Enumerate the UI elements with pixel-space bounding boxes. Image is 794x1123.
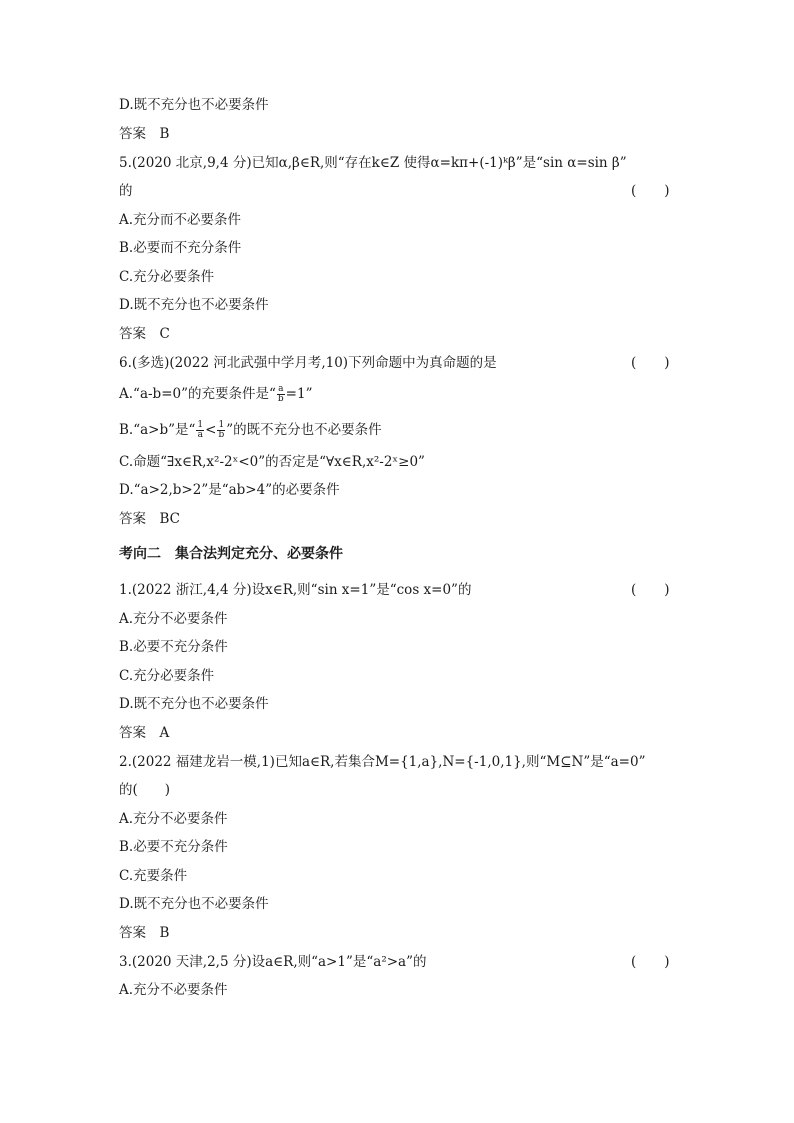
fraction-numerator: 1 [218,420,225,430]
question-5-stem: 5.(2020 北京,9,4 分)已知α,β∈R,则“存在k∈Z 使得α=kπ+(-1)ᵏβ”是“sin α=sin β” [119,155,627,171]
option-a-text: A.“a-b=0”的充要条件是“ [119,386,276,402]
question-6-stem: 6.(多选)(2022 河北武强中学月考,10)下列命题中为真命题的是 [119,355,497,371]
answer-line: 答案 C [119,326,170,342]
option-d: D.既不充分也不必要条件 [119,97,269,113]
option-a-text-end: =1” [285,386,313,402]
option-b: B.必要不充分条件 [119,839,228,855]
option-b: B.必要而不充分条件 [119,240,242,256]
answer-blank-paren: () [631,582,698,598]
option-c: C.充分必要条件 [119,269,215,285]
answer-blank-paren: () [631,183,698,199]
question-3-stem: 3.(2020 天津,2,5 分)设a∈R,则“a>1”是“a²>a”的 [119,954,427,970]
fraction-a-over-b [277,385,285,404]
section-heading: 考向二 集合法判定充分、必要条件 [119,546,343,562]
fraction-denominator: b [218,430,225,440]
answer-line: 答案 BC [119,511,181,527]
option-c: C.充要条件 [119,868,188,884]
fraction-one-over-a [196,421,204,440]
option-a: A.充分不必要条件 [119,811,228,827]
answer-line: 答案 B [119,925,170,941]
option-b [119,420,382,440]
option-b-text-end: ”的既不充分也不必要条件 [226,422,382,438]
option-c: C.充分必要条件 [119,668,215,684]
question-5-stem-cont: 的 [119,183,133,199]
fraction-numerator: a [278,384,284,394]
option-a [119,384,312,404]
option-d: D.既不充分也不必要条件 [119,297,269,313]
option-d: D.既不充分也不必要条件 [119,696,269,712]
question-2-stem-cont: 的( ) [119,782,171,798]
option-d: D.既不充分也不必要条件 [119,896,269,912]
question-2-stem: 2.(2022 福建龙岩一模,1)已知a∈R,若集合M={1,a},N={-1,0,1},则“M⊆N”是“a=0” [119,754,646,770]
answer-blank-paren: () [631,954,698,970]
answer-line: 答案 B [119,126,170,142]
option-a: A.充分不必要条件 [119,982,228,998]
fraction-denominator: a [197,430,203,440]
option-a: A.充分而不必要条件 [119,212,242,228]
fraction-denominator: b [277,394,284,404]
fraction-one-over-b [217,421,225,440]
option-a: A.充分不必要条件 [119,611,228,627]
option-b: B.必要不充分条件 [119,639,228,655]
question-1-stem: 1.(2022 浙江,4,4 分)设x∈R,则“sin x=1”是“cos x=0”的 [119,582,472,598]
option-c: C.命题“∃x∈R,x²-2ˣ<0”的否定是“∀x∈R,x²-2ˣ≥0” [119,454,425,470]
answer-line: 答案 A [119,725,170,741]
option-d: D.“a>2,b>2”是“ab>4”的必要条件 [119,482,340,498]
fraction-numerator: 1 [197,420,204,430]
option-b-text: B.“a>b”是“ [119,422,196,438]
less-than-sign: < [205,422,217,438]
answer-blank-paren: () [631,355,698,371]
